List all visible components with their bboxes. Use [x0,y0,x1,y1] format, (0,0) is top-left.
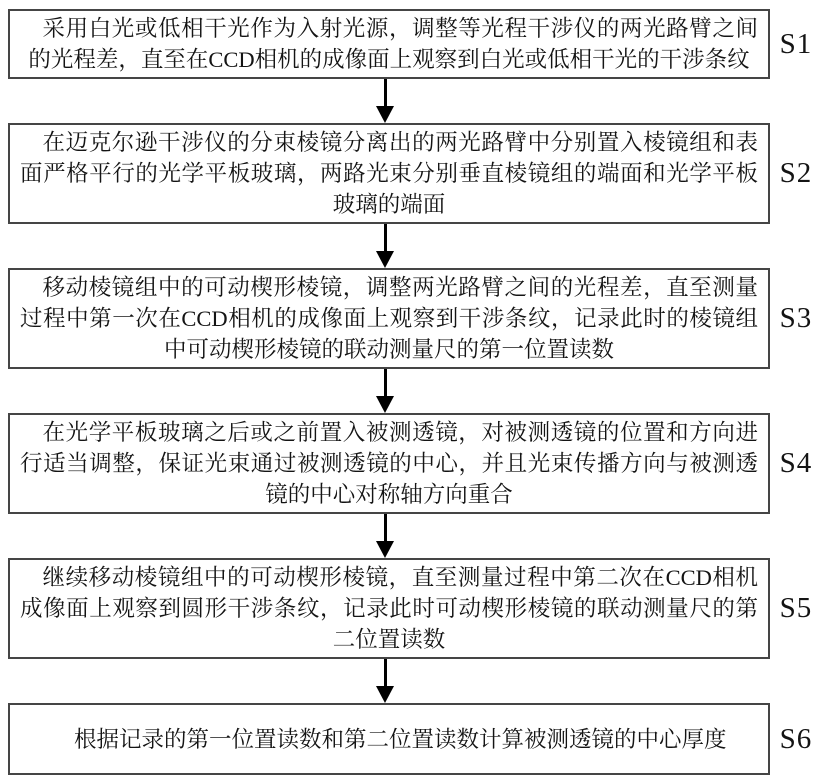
step-box-s5 [8,558,770,659]
step-text-s3: 移动棱镜组中的可动楔形棱镜，调整两光路臂之间的光程差，直至测量过程中第一次在CCD相机的成像面上观察到干涉条纹，记录此时的棱镜组中可动楔形棱镜的联动测量尺的第一位置读数 [20,275,758,362]
arrow-line [384,224,387,251]
step-row-s2 [0,123,822,224]
down-arrow-3 [0,369,770,413]
arrow-line [384,79,387,106]
step-text-s4: 在光学平板玻璃之后或之前置入被测透镜，对被测透镜的位置和方向进行适当调整，保证光束通过被测透镜的中心，并且光束传播方向与被测透镜的中心对称轴方向重合 [20,420,758,507]
step-flow-col [0,413,770,514]
step-flow-col [0,558,770,659]
step-text-s2: 在迈克尔逊干涉仪的分束棱镜分离出的两光路臂中分别置入棱镜组和表面严格平行的光学平板玻璃，两路光束分别垂直棱镜组的端面和光学平板玻璃的端面 [20,130,758,217]
step-label-s4: S4 [779,447,813,479]
step-label-s3: S3 [779,302,813,334]
step-label-s6: S6 [779,722,813,755]
step-box-s2 [8,123,770,224]
step-row-s1 [0,9,822,79]
arrow-head-icon [376,396,394,413]
step-box-s6 [8,703,770,775]
step-label-s1: S1 [779,27,813,60]
arrow-head-icon [376,106,394,123]
down-arrow-2 [0,224,770,268]
step-row-s3 [0,268,822,369]
step-text-s6: 根据记录的第一位置读数和第二位置读数计算被测透镜的中心厚度 [73,726,727,752]
step-box-s4 [8,413,770,514]
step-text-s5: 继续移动棱镜组中的可动楔形棱镜，直至测量过程中第二次在CCD相机成像面上观察到圆形干涉条纹，记录此时可动楔形棱镜的联动测量尺的第二位置读数 [20,565,758,652]
arrow-line [384,369,387,396]
step-flow-col [0,9,770,79]
down-arrow-4 [0,514,770,558]
arrow-head-icon [376,686,394,703]
step-row-s6 [0,703,822,775]
down-arrow-5 [0,659,770,703]
arrow-head-icon [376,251,394,268]
arrow-head-icon [376,541,394,558]
step-label-s2: S2 [779,157,813,189]
step-row-s4 [0,413,822,514]
step-flow-col [0,123,770,224]
step-flow-col [0,703,770,775]
down-arrow-1 [0,79,770,123]
step-box-s3 [8,268,770,369]
step-row-s5 [0,558,822,659]
step-label-s5: S5 [779,592,813,624]
step-text-s1: 采用白光或低相干光作为入射光源，调整等光程干涉仪的两光路臂之间的光程差，直至在CCD相机的成像面上观察到白光或低相干光的干涉条纹 [28,16,758,72]
step-flow-col [0,268,770,369]
step-box-s1 [8,9,770,79]
arrow-line [384,659,387,686]
arrow-line [384,514,387,541]
